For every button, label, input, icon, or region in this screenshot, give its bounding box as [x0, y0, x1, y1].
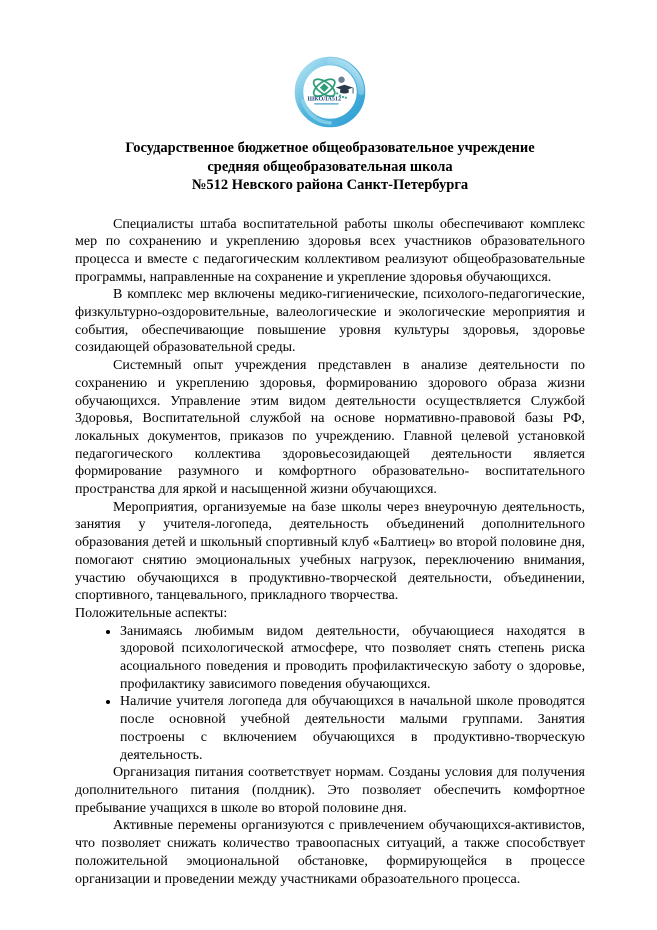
paragraph-6: Активные перемены организуются с привлечением обучающихся-активистов, что позволяет снижать количество травоопасных ситуаций, а также способствует положительной эмоциональной обстановке, формирующейся в процессе организации и проведении между участниками образоательного процесса. — [75, 818, 585, 887]
positives-label: Положительные аспекты: — [75, 605, 228, 621]
logo-school-name: ШКОЛА512 — [307, 96, 342, 103]
bullet-item: • Занимаясь любимым видом деятельности, обучающиеся находятся в здоровой психологической атмосфере, что позволяет снять степень риска асоциального поведения и проводить профилактическую заботу о здоровье, профилактику зависимого поведения обучающихся. — [120, 623, 585, 694]
paragraph-3: Системный опыт учреждения представлен в анализе деятельности по сохранению и укреплению здоровья, формированию здорового образа жизни обучающихся. Управление этим видом деятельности осуществляется Службой Здоровья, Воспитательной службой на основе нормативно-правовой базы РФ, локальных документов, приказов по учреждению. Главной целевой установкой педагогического коллектива здоровьесозидающей деятельности является формирование разумного и комфортного образовательно- воспитательного пространства для яркой и насыщенной жизни обучающихся. — [75, 358, 585, 498]
paragraph-4: Мероприятия, организуемые на базе школы через внеурочную деятельность, занятия у учителя-логопеда, деятельность объединений дополнительного образования детей и школьный спортивный клуб «Балтиец» во второй половине дня, помогают снятию эмоциональных учебных нагрузок, переключению внимания, участию обучающихся в продуктивно-творческой деятельности, объединении, спортивного, танцевального, прикладного творчества. — [75, 499, 585, 604]
document-body — [75, 216, 585, 889]
paragraph-5: Организация питания соответствует нормам. Созданы условия для получения дополнительного питания (полдник). Это позволяет обеспечить комфортное пребывание учащихся в школе во второй половине дня. — [75, 765, 585, 816]
title-line-1: Государственное бюджетное общеобразовательное учреждение — [125, 140, 535, 156]
title-line-2: средняя общеобразовательная школа — [207, 158, 453, 175]
paragraph-1: Специалисты штаба воспитательной работы школы обеспечивают комплекс мер по сохранению и укреплению здоровья всех участников образовательного процесса и вместе с педагогическим коллективом реализуют общеобразовательные программы, направленные на сохранение и укрепление здоровья обучающихся. — [75, 216, 585, 285]
school-emblem-icon — [294, 56, 366, 128]
bullet-item: • Наличие учителя логопеда для обучающихся в начальной школе проводятся после основной учебной деятельности малыми группами. Занятия построены с включением обучающихся в продуктивно-творческую деятельность. — [120, 693, 585, 764]
title-line-3: №512 Невского района Санкт-Петербурга — [191, 177, 469, 193]
school-logo — [75, 56, 585, 128]
document-title — [75, 139, 585, 195]
logo-subtext-line — [314, 103, 338, 104]
paragraph-2: В комплекс мер включены медико-гигиенические, психолого-педагогические, физкультурно-оздоровительные, валеологические и экологические мероприятия и события, обеспечивающие повышение уровня культуры здоровья, здоровье созидающей образовательной среды. — [75, 287, 585, 356]
positives-list — [75, 623, 585, 765]
